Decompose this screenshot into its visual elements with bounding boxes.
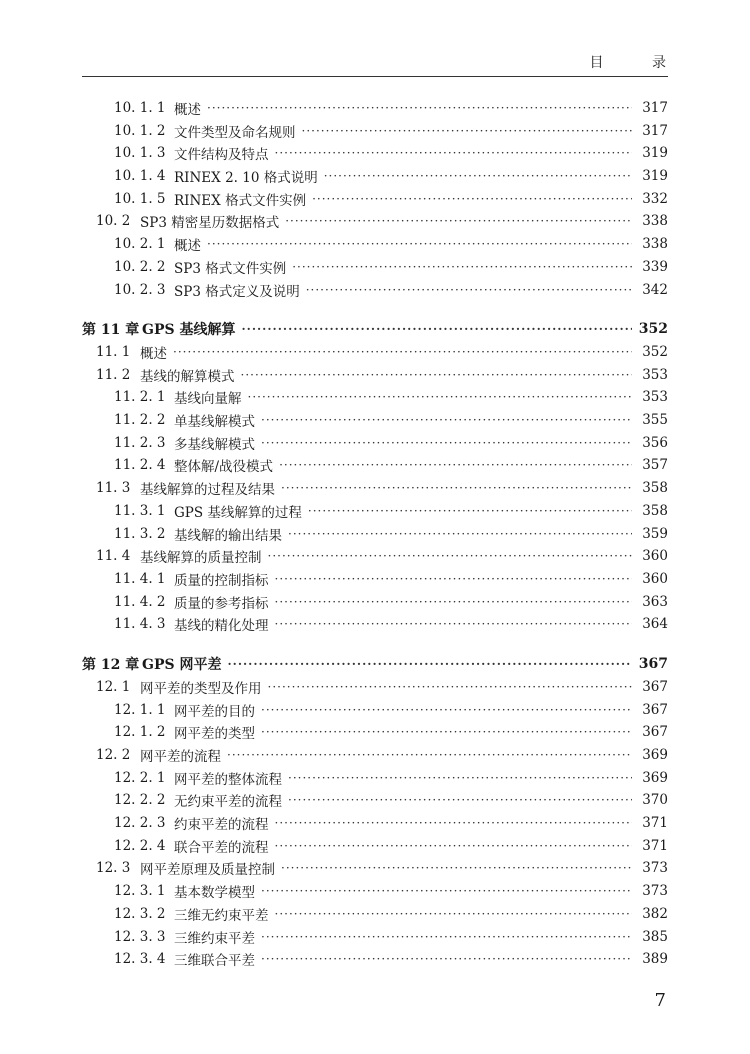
toc-subsection-entry[interactable]: [114, 948, 668, 970]
toc-dot-leader: [275, 815, 633, 831]
toc-entry-page: 358: [642, 480, 668, 496]
toc-dot-leader: [275, 145, 633, 161]
toc-subsection-entry[interactable]: [114, 523, 668, 545]
toc-dot-leader: [292, 259, 632, 275]
toc-section-entry[interactable]: [96, 744, 668, 766]
toc-entry-title: 网平差原理及质量控制: [140, 862, 275, 878]
toc-dot-leader: [261, 435, 632, 451]
toc-dot-leader: [324, 168, 632, 184]
toc-dot-leader: [306, 282, 632, 298]
toc-subsection-entry[interactable]: [114, 789, 668, 811]
toc-dot-leader: [275, 616, 633, 632]
toc-entry-number: 12. 3: [96, 860, 131, 876]
toc-subsection-entry[interactable]: [114, 432, 668, 454]
toc-entry-number: 10. 1. 4: [114, 168, 166, 184]
toc-subsection-entry[interactable]: [114, 500, 668, 522]
toc-dot-leader: [312, 191, 632, 207]
toc-entry-page: 357: [642, 457, 668, 473]
toc-entry-page: 352: [642, 344, 668, 360]
toc-subsection-entry[interactable]: [114, 721, 668, 743]
toc-entry-title: 基线向量解: [174, 391, 242, 407]
toc-section-entry[interactable]: [96, 210, 668, 232]
toc-entry-page: 367: [638, 656, 668, 672]
toc-entry-number: 12. 2. 4: [114, 838, 166, 854]
toc-dot-leader: [275, 906, 633, 922]
toc-section-entry[interactable]: [96, 477, 668, 499]
toc-entry-title: SP3 精密星历数据格式: [140, 215, 280, 231]
toc-entry-page: 339: [642, 259, 668, 275]
toc-subsection-entry[interactable]: [114, 386, 668, 408]
toc-entry-title: 基线解算的质量控制: [140, 550, 262, 566]
toc-entry-title: 基线的精化处理: [174, 618, 269, 634]
toc-entry-number: 11. 4: [96, 548, 131, 564]
toc-entry-page: 371: [642, 838, 668, 854]
toc-chapter-entry[interactable]: [82, 653, 668, 675]
toc-entry-number: 12. 3. 1: [114, 883, 166, 899]
toc-subsection-entry[interactable]: [114, 591, 668, 613]
toc-entry-page: 382: [642, 906, 668, 922]
toc-entry-number: 10. 1. 3: [114, 145, 166, 161]
toc-entry-page: 359: [642, 526, 668, 542]
toc-entry-number: 11. 1: [96, 344, 131, 360]
toc-entry-page: 319: [642, 145, 668, 161]
toc-entry-page: 338: [642, 236, 668, 252]
toc-entry-title: 网平差的整体流程: [174, 772, 282, 788]
toc-subsection-entry[interactable]: [114, 142, 668, 164]
toc-entry-page: 356: [642, 435, 668, 451]
toc-dot-leader: [308, 503, 632, 519]
toc-entry-page: 370: [642, 792, 668, 808]
toc-subsection-entry[interactable]: [114, 835, 668, 857]
toc-entry-page: 367: [642, 679, 668, 695]
toc-subsection-entry[interactable]: [114, 880, 668, 902]
toc-dot-leader: [268, 548, 633, 564]
toc-entry-title: 网平差的目的: [174, 704, 255, 720]
toc-entry-page: 360: [642, 548, 668, 564]
toc-entry-page: 367: [642, 702, 668, 718]
toc-entry-number: 11. 2. 1: [114, 389, 166, 405]
toc-dot-leader: [275, 571, 633, 587]
toc-entry-page: 373: [642, 860, 668, 876]
toc-entry-page: 373: [642, 883, 668, 899]
toc-dot-leader: [261, 724, 632, 740]
toc-dot-leader: [207, 100, 632, 116]
toc-entry-number: 11. 3. 2: [114, 526, 166, 542]
toc-dot-leader: [288, 526, 632, 542]
toc-entry-number: 12. 3. 3: [114, 929, 166, 945]
toc-entry-page: 363: [642, 594, 668, 610]
toc-dot-leader: [227, 747, 632, 763]
toc-dot-leader: [285, 213, 632, 229]
toc-entry-page: 353: [642, 389, 668, 405]
toc-dot-leader: [288, 770, 632, 786]
toc-subsection-entry[interactable]: [114, 256, 668, 278]
toc-entry-page: 317: [642, 123, 668, 139]
toc-dot-leader: [302, 123, 633, 139]
toc-entry-page: 371: [642, 815, 668, 831]
toc-section-entry[interactable]: [96, 857, 668, 879]
toc-subsection-entry[interactable]: [114, 97, 668, 119]
toc-entry-title: GPS 基线解算: [142, 322, 236, 338]
toc-entry-title: 基本数学模型: [174, 885, 255, 901]
toc-entry-number: 12. 2: [96, 747, 131, 763]
toc-entry-number: 10. 1. 2: [114, 123, 166, 139]
toc-entry-number: 10. 1. 5: [114, 191, 166, 207]
toc-entry-number: 11. 4. 2: [114, 594, 166, 610]
toc-subsection-entry[interactable]: [114, 409, 668, 431]
toc-entry-number: 10. 2: [96, 213, 131, 229]
toc-entry-page: 355: [642, 412, 668, 428]
toc-entry-page: 364: [642, 616, 668, 632]
toc-dot-leader: [241, 367, 633, 383]
toc-entry-title: SP3 格式定义及说明: [174, 284, 300, 300]
toc-entry-title: 网平差的流程: [140, 749, 221, 765]
toc-subsection-entry[interactable]: [114, 812, 668, 834]
toc-entry-page: 358: [642, 503, 668, 519]
toc-entry-number: 10. 2. 1: [114, 236, 166, 252]
toc-entry-number: 11. 4. 3: [114, 616, 166, 632]
toc-entry-number: 12. 1. 1: [114, 702, 166, 718]
toc-subsection-entry[interactable]: [114, 279, 668, 301]
toc-entry-title: SP3 格式文件实例: [174, 261, 287, 277]
toc-dot-leader: [173, 344, 632, 360]
toc-subsection-entry[interactable]: [114, 188, 668, 210]
toc-entry-page: 332: [642, 191, 668, 207]
toc-entry-number: 11. 2. 4: [114, 457, 166, 473]
toc-entry-page: 385: [642, 929, 668, 945]
toc-entry-number: 11. 2. 2: [114, 412, 166, 428]
toc-dot-leader: [248, 389, 633, 405]
toc-subsection-entry[interactable]: [114, 120, 668, 142]
toc-entry-title: 多基线解模式: [174, 437, 255, 453]
toc-entry-number: 11. 3: [96, 480, 131, 496]
toc-entry-title: 基线解算的过程及结果: [140, 482, 275, 498]
toc-entry-title: 文件类型及命名规则: [174, 125, 296, 141]
toc-subsection-entry[interactable]: [114, 699, 668, 721]
toc-entry-title: 三维无约束平差: [174, 908, 269, 924]
toc-entry-number: 10. 2. 2: [114, 259, 166, 275]
toc-entry-number: 12. 3. 4: [114, 951, 166, 967]
toc-section-entry[interactable]: [96, 545, 668, 567]
toc-entry-title: 单基线解模式: [174, 414, 255, 430]
toc-entry-title: GPS 基线解算的过程: [174, 505, 302, 521]
toc-entry-title: 整体解/战役模式: [174, 459, 274, 475]
toc-entry-title: 概述: [174, 102, 201, 118]
toc-entry-page: 369: [642, 747, 668, 763]
toc-entry-title: RINEX 2. 10 格式说明: [174, 170, 318, 186]
toc-entry-title: 文件结构及特点: [174, 147, 269, 163]
toc-entry-number: 11. 2: [96, 367, 131, 383]
toc-entry-number: 第 12 章: [82, 657, 140, 673]
toc-subsection-entry[interactable]: [114, 568, 668, 590]
toc-entry-title: 概述: [174, 238, 201, 254]
toc-dot-leader: [288, 792, 632, 808]
toc-entry-title: 概述: [140, 346, 167, 362]
toc-entry-title: 基线解的输出结果: [174, 528, 282, 544]
toc-entry-title: 联合平差的流程: [174, 840, 269, 856]
toc-dot-leader: [261, 951, 632, 967]
toc-entry-title: 三维约束平差: [174, 931, 255, 947]
toc-dot-leader: [281, 480, 632, 496]
toc-entry-title: 基线的解算模式: [140, 369, 235, 385]
running-header: [82, 50, 688, 77]
toc-entry-number: 11. 3. 1: [114, 503, 166, 519]
toc-dot-leader: [275, 594, 633, 610]
toc-dot-leader: [241, 321, 632, 337]
header-title: 目 录: [589, 55, 688, 71]
toc-entry-number: 12. 2. 3: [114, 815, 166, 831]
toc-entry-page: 369: [642, 770, 668, 786]
toc-entry-number: 12. 1: [96, 679, 131, 695]
toc-section-entry[interactable]: [96, 676, 668, 698]
toc-dot-leader: [261, 929, 632, 945]
toc-entry-number: 11. 4. 1: [114, 571, 166, 587]
toc-dot-leader: [281, 860, 632, 876]
toc-dot-leader: [268, 679, 633, 695]
toc-subsection-entry[interactable]: [114, 903, 668, 925]
toc-entry-number: 10. 1. 1: [114, 100, 166, 116]
toc-entry-number: 11. 2. 3: [114, 435, 166, 451]
toc-subsection-entry[interactable]: [114, 165, 668, 187]
toc-entry-page: 360: [642, 571, 668, 587]
toc-entry-title: 约束平差的流程: [174, 817, 269, 833]
toc-dot-leader: [261, 412, 632, 428]
toc-entry-title: 三维联合平差: [174, 953, 255, 969]
toc-entry-page: 342: [642, 282, 668, 298]
toc-dot-leader: [275, 838, 633, 854]
toc-entry-number: 第 11 章: [82, 322, 140, 338]
toc-subsection-entry[interactable]: [114, 454, 668, 476]
toc-entry-page: 352: [638, 321, 668, 337]
toc-dot-leader: [279, 457, 632, 473]
toc-entry-title: 质量的参考指标: [174, 596, 269, 612]
toc-subsection-entry[interactable]: [114, 926, 668, 948]
toc-entry-title: 质量的控制指标: [174, 573, 269, 589]
toc-dot-leader: [261, 702, 632, 718]
toc-entry-page: 317: [642, 100, 668, 116]
toc-entry-number: 12. 2. 2: [114, 792, 166, 808]
toc-entry-title: RINEX 格式文件实例: [174, 193, 307, 209]
toc-chapter-entry[interactable]: [82, 318, 668, 340]
toc-section-entry[interactable]: [96, 341, 668, 363]
toc-subsection-entry[interactable]: [114, 233, 668, 255]
toc-subsection-entry[interactable]: [114, 767, 668, 789]
toc-entry-number: 12. 2. 1: [114, 770, 166, 786]
toc-entry-page: 353: [642, 367, 668, 383]
toc-dot-leader: [207, 236, 632, 252]
toc-dot-leader: [261, 883, 632, 899]
toc-dot-leader: [227, 656, 632, 672]
toc-entry-title: GPS 网平差: [142, 657, 222, 673]
toc-entry-title: 网平差的类型: [174, 726, 255, 742]
toc-subsection-entry[interactable]: [114, 613, 668, 635]
toc-entry-page: 367: [642, 724, 668, 740]
toc-entry-page: 338: [642, 213, 668, 229]
toc-entry-title: 无约束平差的流程: [174, 794, 282, 810]
page-number: 7: [654, 990, 666, 1011]
toc-entry-number: 12. 1. 2: [114, 724, 166, 740]
toc-entry-title: 网平差的类型及作用: [140, 681, 262, 697]
toc-entry-page: 319: [642, 168, 668, 184]
toc-entry-number: 10. 2. 3: [114, 282, 166, 298]
toc-section-entry[interactable]: [96, 364, 668, 386]
toc-entry-page: 389: [642, 951, 668, 967]
toc-entry-number: 12. 3. 2: [114, 906, 166, 922]
